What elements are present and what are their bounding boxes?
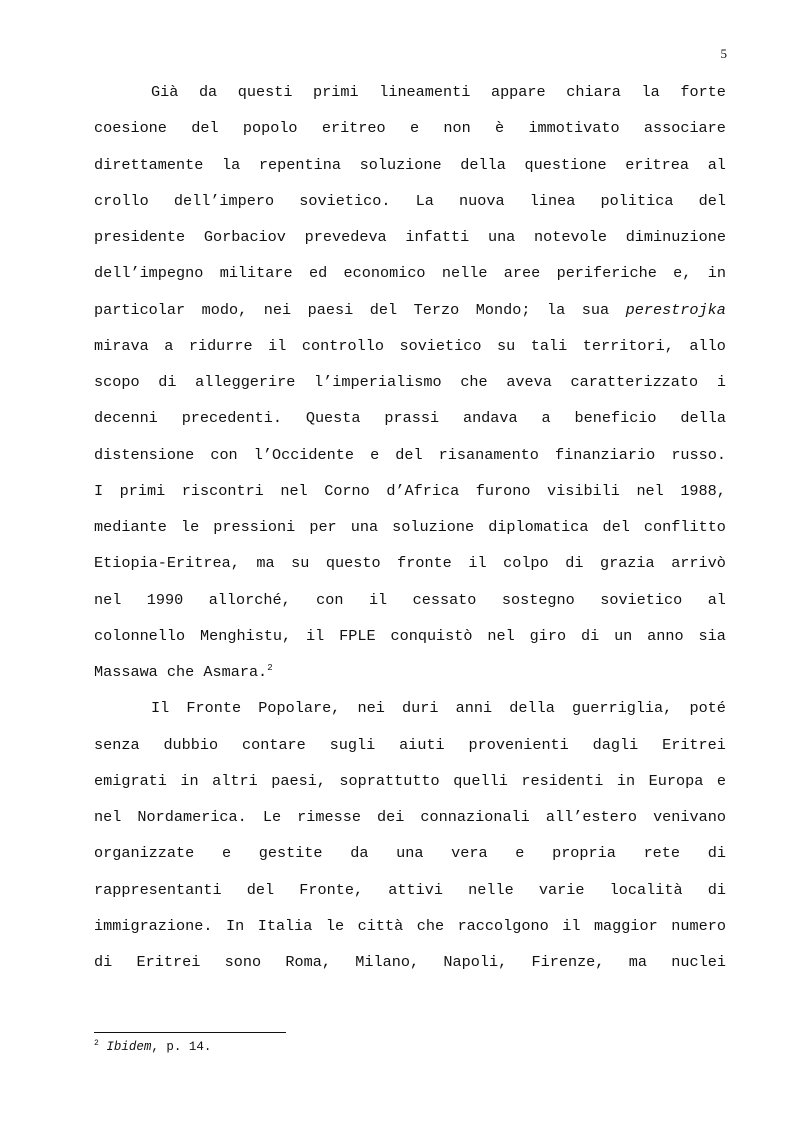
word: numero [671, 916, 726, 935]
word: nel [94, 808, 122, 826]
word: una [350, 518, 379, 536]
word: dell’impero [173, 191, 275, 210]
word: scopo [94, 373, 140, 391]
word: eritrea [625, 155, 690, 174]
word: allo [689, 336, 726, 355]
word: propria [552, 844, 616, 863]
word: direttamente [94, 155, 204, 174]
word: anni [455, 699, 493, 718]
word: emigrati [94, 771, 167, 790]
word: Napoli, [443, 953, 508, 971]
word: territori, [582, 336, 674, 355]
word: militare [219, 264, 293, 283]
word: controllo [301, 336, 384, 355]
word: provenienti [468, 735, 569, 754]
word: Le [262, 808, 282, 826]
word: a [541, 409, 551, 428]
text-line [94, 509, 726, 545]
word: e, [673, 264, 692, 283]
word: dell’impegno [94, 264, 204, 283]
text-line [94, 618, 726, 654]
word: conflitto [643, 518, 726, 536]
word: a [164, 336, 174, 355]
word: la [641, 83, 660, 101]
word: che [460, 373, 488, 391]
word: dubbio [163, 735, 219, 754]
word: fronte [397, 554, 452, 573]
word: al [707, 590, 726, 609]
word: guerriglia, [572, 699, 673, 718]
word: e [515, 844, 525, 863]
word: ridurre [188, 336, 253, 355]
word: del [395, 445, 423, 464]
text-line [94, 183, 726, 219]
word: all’estero [545, 808, 637, 826]
text-line [94, 473, 726, 509]
word: dagli [592, 735, 639, 754]
word: repentina [258, 155, 341, 174]
word: particolar [94, 300, 186, 319]
word: con [316, 590, 344, 609]
word: gestite [258, 844, 323, 863]
word: Mondo; [475, 300, 531, 319]
footnote-source: Ibidem [106, 1040, 152, 1054]
word: In [225, 916, 245, 935]
word: ed [308, 264, 328, 283]
text-line [94, 799, 726, 835]
page-number: 5 [720, 46, 727, 61]
word: aree [503, 264, 541, 283]
word: paesi, [271, 771, 326, 790]
word: sua [581, 300, 610, 319]
word: del [698, 191, 726, 210]
text-line [94, 835, 726, 871]
word: duri [401, 699, 439, 718]
word: sono [224, 953, 262, 971]
word: con [210, 445, 238, 464]
text-line [94, 654, 726, 690]
word: decenni [94, 409, 158, 428]
word: località [609, 880, 683, 899]
word: immigrazione. [94, 916, 213, 935]
word: di [565, 554, 584, 573]
word: residenti [521, 771, 604, 790]
word: colonnello [94, 626, 186, 645]
word: Terzo [413, 300, 460, 319]
word: dei [377, 808, 405, 826]
text-line [94, 944, 726, 980]
text-line [94, 292, 726, 328]
text-line [94, 255, 726, 291]
word: questo [325, 554, 381, 573]
word: precedenti. [181, 409, 282, 428]
word: diminuzione [625, 228, 726, 246]
word: della [680, 409, 726, 428]
word: attivi [388, 880, 443, 899]
word: cessato [412, 590, 477, 609]
word: grazia [599, 554, 655, 573]
word: economico [343, 264, 426, 283]
word: Firenze, [531, 953, 605, 971]
word: prevedeva [304, 228, 387, 246]
footnote-ref: 2 [267, 662, 273, 673]
word: poté [689, 699, 726, 718]
word: nel [94, 590, 122, 609]
word: soluzione [392, 518, 475, 536]
word: rimesse [297, 808, 361, 826]
text-line [94, 872, 726, 908]
word: FPLE [339, 626, 376, 645]
text-line [94, 147, 726, 183]
word: alleggerire [195, 373, 296, 391]
word: nel [487, 626, 515, 645]
text-line [94, 437, 726, 473]
word: conquistò [390, 626, 473, 645]
word: Massawa [94, 663, 158, 681]
word: Nordamerica. [137, 808, 247, 826]
word: il [306, 626, 325, 645]
word: maggior [593, 916, 658, 935]
word: rete [643, 844, 681, 863]
text-line [94, 690, 726, 726]
word: l’Occidente [253, 445, 354, 464]
word: furono [475, 481, 531, 500]
word: città [357, 916, 404, 935]
word: politica [600, 191, 674, 210]
text-line [94, 582, 726, 618]
word: forte [680, 83, 726, 101]
word: varie [538, 880, 585, 899]
word: del [191, 119, 219, 138]
word: tali [530, 336, 568, 355]
word: di [707, 880, 726, 899]
text-line [94, 908, 726, 944]
word: le [325, 916, 345, 935]
word: crollo [94, 191, 149, 210]
word: i [716, 373, 726, 391]
word: nelle [441, 264, 488, 283]
text-line [94, 763, 726, 799]
word: le [180, 518, 200, 536]
word: su [291, 554, 310, 573]
word: nelle [468, 880, 514, 899]
word: pressioni [213, 518, 296, 536]
word: soprattutto [339, 771, 440, 790]
word: non [443, 119, 471, 138]
footnote [94, 1040, 211, 1054]
word: infatti [405, 228, 470, 246]
word: diplomatica [488, 518, 589, 536]
word: Eritrei [662, 735, 726, 754]
word: nel [636, 481, 664, 500]
word: riscontri [181, 481, 264, 500]
word: ma [628, 953, 647, 971]
word: primi [119, 481, 166, 500]
word: russo. [671, 445, 726, 464]
footnote-rule [94, 1032, 286, 1033]
word: che [166, 663, 195, 681]
word: presidente [94, 228, 186, 246]
word: la [222, 155, 241, 174]
word: Corno [324, 481, 370, 500]
word: lineamenti [379, 83, 471, 101]
word: anno [647, 626, 684, 645]
word: Il [151, 699, 170, 718]
word: perestrojka [625, 300, 726, 319]
text-line [94, 400, 726, 436]
word: da [350, 844, 369, 863]
word: e [370, 445, 380, 464]
word: senza [94, 735, 140, 754]
word: caratterizzato [570, 373, 699, 391]
text-line [94, 219, 726, 255]
word: l’imperialismo [314, 373, 442, 391]
word: mediante [94, 518, 167, 536]
word: notevole [534, 228, 607, 246]
word: della [509, 699, 555, 718]
word: contare [241, 735, 306, 754]
word: giro [529, 626, 567, 645]
word: il [562, 916, 581, 935]
word: che [416, 916, 445, 935]
word: questi [237, 83, 293, 101]
footnote-rest: , p. 14. [151, 1040, 212, 1054]
footnote-marker: 2 [94, 1038, 99, 1048]
word: al [707, 155, 726, 174]
text-line [94, 110, 726, 146]
word: da [198, 83, 218, 101]
word: Roma, [285, 953, 331, 971]
word: prassi [384, 409, 440, 428]
word: aiuti [399, 735, 445, 754]
word: nel [280, 481, 308, 500]
word: di [707, 844, 726, 863]
word: un [614, 626, 633, 645]
word: quelli [453, 771, 508, 790]
word: arrivò [671, 554, 726, 573]
word: Già [151, 83, 179, 101]
word: organizzate [94, 844, 195, 863]
word: della [460, 155, 506, 174]
word: connazionali [420, 808, 530, 826]
word: 1988, [680, 481, 726, 500]
word: venivano [653, 808, 726, 826]
word: Menghistu, [200, 626, 292, 645]
word: del [246, 880, 275, 899]
word: paesi [307, 300, 354, 319]
word: I [94, 481, 104, 500]
word: risanamento [438, 445, 539, 464]
word: colpo [503, 554, 549, 573]
word: linea [529, 191, 576, 210]
word: in [616, 771, 636, 790]
word: di [580, 626, 600, 645]
word: Questa [305, 409, 361, 428]
word: il [468, 554, 487, 573]
word: in [180, 771, 199, 790]
word: del [369, 300, 398, 319]
word: popolo [242, 119, 298, 138]
word: sovietico [399, 336, 482, 355]
word: sia [698, 626, 726, 645]
word: Popolare, [258, 699, 341, 718]
word: è [495, 119, 505, 138]
word: coesione [94, 119, 167, 138]
word: altri [212, 771, 258, 790]
word: nei [357, 699, 385, 718]
word: chiara [566, 83, 621, 101]
word: nuclei [671, 953, 726, 971]
word: su [497, 336, 516, 355]
word: primi [313, 83, 359, 101]
body-text [94, 74, 726, 980]
word: sugli [329, 735, 376, 754]
word: Milano, [355, 953, 420, 971]
word: appare [490, 83, 546, 101]
word: del [602, 518, 630, 536]
word: beneficio [574, 409, 657, 428]
word: Italia [257, 916, 313, 935]
text-line [94, 364, 726, 400]
word: modo, [201, 300, 248, 319]
word: il [368, 590, 388, 609]
word: Etiopia-Eritrea, [94, 554, 240, 573]
word: sovietico. [299, 191, 391, 210]
text-line [94, 727, 726, 763]
word: distensione [94, 445, 195, 464]
word: nei [263, 300, 292, 319]
word: La [415, 191, 434, 210]
word: di [94, 953, 113, 971]
word: andava [462, 409, 518, 428]
word: per [309, 518, 337, 536]
word: associare [643, 119, 726, 138]
word: finanziario [554, 445, 656, 464]
word: Europa [648, 771, 704, 790]
word: e [716, 771, 726, 790]
word: 1990 [146, 590, 184, 609]
word: il [268, 336, 287, 355]
word: la [546, 300, 566, 319]
word: Fronte [186, 699, 242, 718]
word: aveva [506, 373, 552, 391]
word: Eritrei [136, 953, 201, 971]
word: visibili [546, 481, 620, 500]
word: vera [451, 844, 488, 863]
word: questione [524, 155, 607, 174]
word: eritreo [321, 119, 386, 138]
word: rappresentanti [94, 880, 222, 899]
word: Asmara.$^2$ [203, 662, 273, 681]
word: d’Africa [386, 481, 460, 500]
word: in [707, 264, 726, 283]
word: immotivato [528, 119, 620, 138]
word: mirava [94, 336, 149, 355]
word: soluzione [359, 155, 442, 174]
word: di [158, 373, 177, 391]
word: una [487, 228, 516, 246]
word: nuova [459, 191, 505, 210]
word: Gorbaciov [203, 228, 286, 246]
text-line [94, 74, 726, 110]
word: allorché, [208, 590, 291, 609]
word: ma [256, 554, 275, 573]
word: una [396, 844, 424, 863]
word: sovietico [600, 590, 683, 609]
word: Fronte, [299, 880, 364, 899]
word: e [409, 119, 420, 138]
word: periferiche [556, 264, 657, 283]
word: raccolgono [457, 916, 549, 935]
word: sostegno [501, 590, 575, 609]
text-line [94, 545, 726, 581]
word: e [221, 844, 232, 863]
text-line [94, 328, 726, 364]
